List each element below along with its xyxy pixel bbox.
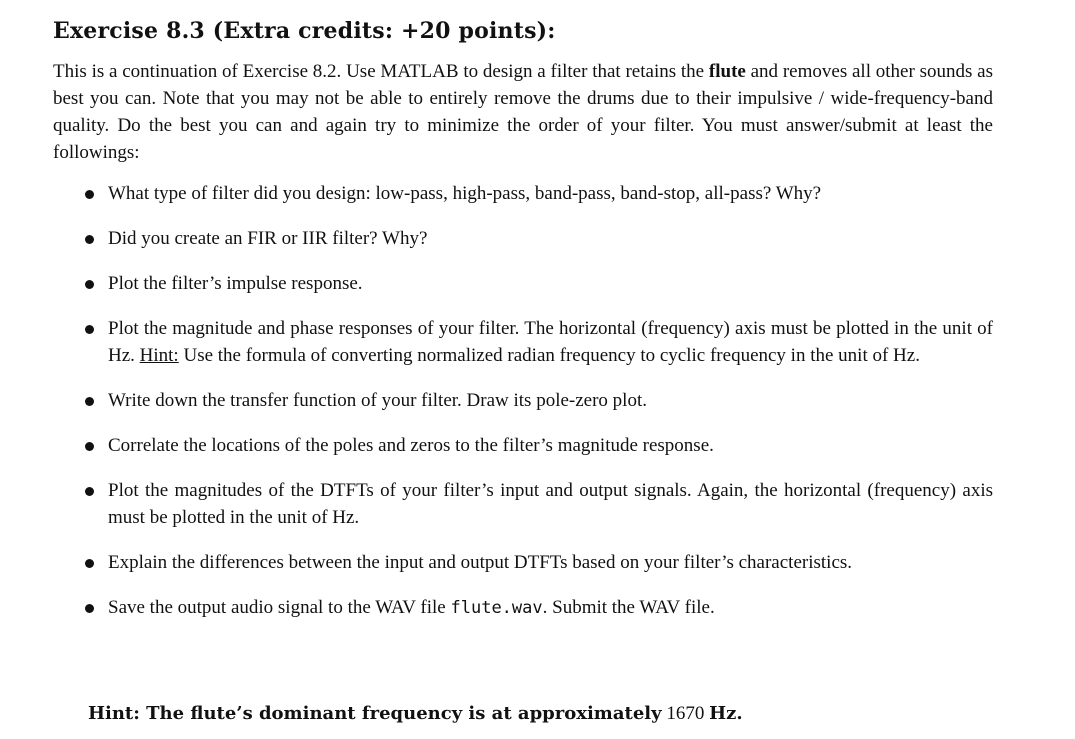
task-item xyxy=(81,432,993,459)
bullet-icon xyxy=(85,190,94,199)
task-item xyxy=(81,477,993,531)
task-item xyxy=(81,315,993,369)
task-text: Explain the differences between the input and output DTFTs based on your filter’s characteristics. xyxy=(108,552,853,573)
final-hint-label: Hint: The flute’s dominant frequency is at approximately xyxy=(88,703,662,724)
task-item xyxy=(81,225,993,252)
task-text: Plot the magnitudes of the DTFTs of your filter’s input and output signals. Again, the horizontal (frequency) axis must be plotted in the unit of Hz. xyxy=(108,480,993,528)
task-text: Save the output audio signal to the WAV file xyxy=(108,597,451,618)
bullet-icon xyxy=(85,604,94,613)
final-hint xyxy=(88,700,743,727)
intro-text-start: This is a continuation of Exercise 8.2. Use MATLAB to design a filter that retains the xyxy=(53,61,709,82)
bullet-icon xyxy=(85,559,94,568)
task-text: Plot the magnitude and phase responses of your filter. The horizontal (frequency) axis must be plotted in the unit of Hz. xyxy=(108,318,993,366)
task-item xyxy=(81,180,993,207)
hint-label: Hint: xyxy=(139,345,179,366)
task-item xyxy=(81,549,993,576)
task-item xyxy=(81,270,993,297)
task-list xyxy=(53,180,993,622)
bullet-icon xyxy=(85,235,94,244)
task-text: Write down the transfer function of your filter. Draw its pole-zero plot. xyxy=(108,390,647,411)
bullet-icon xyxy=(85,442,94,451)
final-hint-unit: Hz. xyxy=(709,703,743,724)
task-text-continued: . Submit the WAV file. xyxy=(542,597,715,618)
bullet-icon xyxy=(85,325,94,334)
exercise-intro xyxy=(53,58,993,166)
intro-text-end: and removes all other sounds as best you can. Note that you may not be able to entirely remove the drums due to their impulsive / wide-frequency-band quality. Do the best you can and again try to minimize the order of your filter. You must answer/submit at least the followings: xyxy=(53,61,993,163)
exercise-page xyxy=(53,14,993,640)
task-text: Plot the filter’s impulse response. xyxy=(108,273,363,294)
wav-filename: flute.wav xyxy=(450,598,543,618)
task-text: Did you create an FIR or IIR filter? Why? xyxy=(108,228,428,249)
bullet-icon xyxy=(85,397,94,406)
task-text: Correlate the locations of the poles and zeros to the filter’s magnitude response. xyxy=(108,435,714,456)
task-item xyxy=(81,387,993,414)
task-text-continued: Use the formula of converting normalized radian frequency to cyclic frequency in the unit of Hz. xyxy=(178,345,920,366)
intro-bold-word: flute xyxy=(708,61,746,82)
bullet-icon xyxy=(85,487,94,496)
exercise-title: Exercise 8.3 (Extra credits: +20 points): xyxy=(53,18,556,44)
task-item xyxy=(81,594,993,622)
bullet-icon xyxy=(85,280,94,289)
final-hint-value: 1670 xyxy=(661,703,710,724)
task-text: What type of filter did you design: low-pass, high-pass, band-pass, band-stop, all-pass? Why? xyxy=(108,183,822,204)
